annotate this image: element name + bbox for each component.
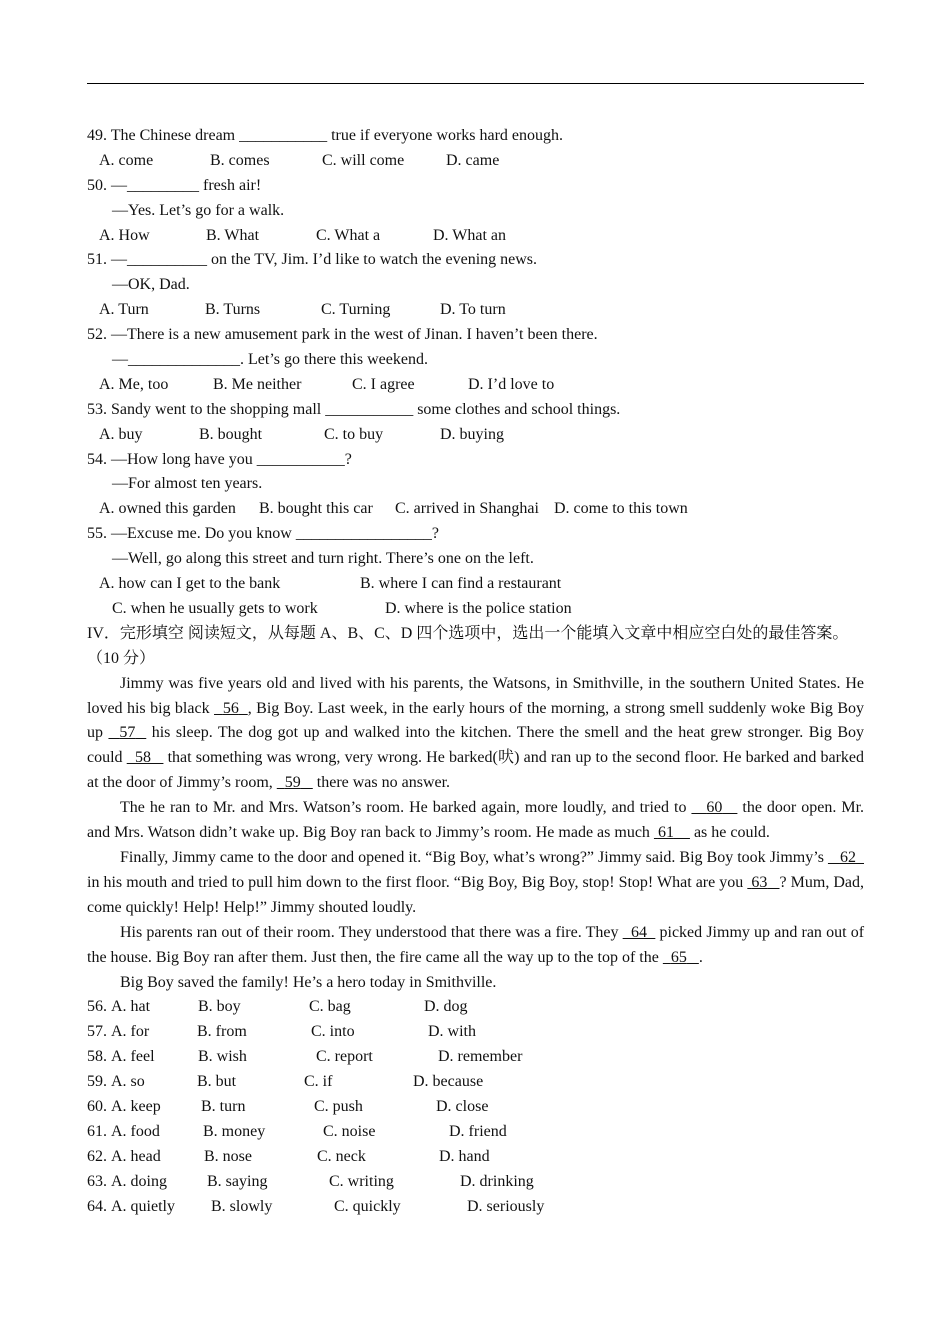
blank-57: 57: [119, 724, 136, 742]
passage-paragraph: Finally, Jimmy came to the door and opened it. “Big Boy, what’s wrong?” Jimmy said. Big Boy took Jimmy’s 62 in his mouth and tried to pull him down to the first floor. “Big Boy, Big Boy, stop! Stop! What are you 63 ? Mum, Dad, come quickly! Help! Help!” Jimmy shouted loudly.: [87, 848, 865, 916]
option: B. Me neither: [213, 375, 302, 393]
question-stem: 51. —__________ on the TV, Jim. I’d like to watch the evening news.: [87, 251, 538, 269]
option: B. bought this car: [259, 500, 373, 518]
blank-60: 60: [706, 799, 723, 817]
option: A. buy: [99, 425, 143, 443]
option: A. how can I get to the bank: [99, 575, 281, 593]
option: C. Turning: [321, 301, 391, 319]
option: B. where I can find a restaurant: [360, 575, 562, 593]
option: B. bought: [199, 425, 263, 443]
cloze-option-row: 63. A. doing B. saying C. writing D. drinking: [87, 1172, 534, 1190]
cloze-option-row: 57. A. for B. from C. into D. with: [87, 1023, 476, 1041]
cloze-option-row: 64. A. quietly B. slowly C. quickly D. seriously: [87, 1197, 545, 1215]
question-options: [87, 373, 864, 398]
cloze-option-row: 60. A. keep B. turn C. push D. close: [87, 1097, 489, 1115]
option: A. Turn: [99, 301, 149, 319]
question-stem: 50. —_________ fresh air!: [87, 176, 262, 194]
passage-paragraph: Big Boy saved the family! He’s a hero today in Smithville.: [120, 973, 497, 991]
option: B. comes: [210, 151, 270, 169]
passage-paragraph: His parents ran out of their room. They understood that there was a fire. They 64 picked Jimmy up and ran out of the house. Big Boy ran after them. Just then, the fire came all the way up to the top of the 65 .: [87, 923, 865, 966]
question-stem: 52. —There is a new amusement park in the west of Jinan. I haven’t been there.: [87, 326, 598, 344]
blank-61: 61: [657, 824, 674, 842]
question-reply: —OK, Dad.: [112, 276, 190, 294]
passage-paragraph: The he ran to Mr. and Mrs. Watson’s room. He barked again, more loudly, and tried to 60 the door open. Mr. and Mrs. Watson didn’t wake up. Big Boy ran back to Jimmy’s room. He made as much 61 as he could.: [87, 799, 865, 842]
question-options: [87, 597, 864, 622]
option: D. buying: [440, 425, 504, 443]
option: B. What: [206, 226, 260, 244]
question-options: [87, 149, 864, 174]
blank-65: 65: [670, 948, 687, 966]
blank-63: 63: [751, 873, 768, 891]
option: D. What an: [433, 226, 507, 244]
cloze-option-row: 59. A. so B. but C. if D. because: [87, 1073, 484, 1091]
question-options: [87, 497, 864, 522]
option: C. What a: [316, 226, 381, 244]
option: B. Turns: [205, 301, 261, 319]
question-options: [87, 298, 864, 323]
cloze-option-row: 62. A. head B. nose C. neck D. hand: [87, 1147, 490, 1165]
option: A. How: [99, 226, 150, 244]
question-options: [87, 423, 864, 448]
blank-58: 58: [135, 749, 151, 767]
option: D. came: [446, 151, 500, 169]
option: A. come: [99, 151, 154, 169]
blank-59: 59: [284, 774, 301, 792]
option: D. where is the police station: [385, 599, 572, 617]
question-stem: 49. The Chinese dream ___________ true if everyone works hard enough.: [87, 127, 564, 144]
question-options: [87, 224, 864, 249]
option: C. I agree: [352, 375, 415, 393]
passage-paragraph: Jimmy was five years old and lived with his parents, the Watsons, in Smithville, in the southern United States. He loved his big black 56 , Big Boy. Last week, in the early hours of the morning, a strong smell suddenly woke Big Boy up 57 his sleep. The dog got up and walked into the kitchen. There the smell and the heat grew stronger. Big Boy could 58 that something was wrong, very wrong. He barked(吠) and ran up to the second floor. He barked and barked at the door of Jimmy’s room, 59 there was no answer.: [87, 674, 865, 792]
question-reply: —______________. Let’s go there this weekend.: [112, 351, 428, 369]
option: C. will come: [322, 151, 405, 169]
option: D. To turn: [440, 301, 506, 319]
option: A. Me, too: [99, 375, 169, 393]
blank-56: 56: [222, 699, 239, 717]
question-reply: —Yes. Let’s go for a walk.: [112, 201, 285, 219]
question-stem: 55. —Excuse me. Do you know _________________?: [87, 525, 439, 543]
option: A. owned this garden: [99, 500, 236, 518]
cloze-option-row: 61. A. food B. money C. noise D. friend: [87, 1122, 507, 1140]
option: D. come to this town: [554, 500, 688, 518]
question-stem: 53. Sandy went to the shopping mall ___________ some clothes and school things.: [87, 400, 621, 418]
cloze-option-row: 56. A. hat B. boy C. bag D. dog: [87, 998, 468, 1016]
blank-64: 64: [631, 923, 647, 941]
question-stem: 54. —How long have you ___________?: [87, 450, 352, 468]
cloze-option-row: 58. A. feel B. wish C. report D. remember: [87, 1048, 523, 1066]
question-options: [87, 572, 864, 597]
option: C. when he usually gets to work: [112, 599, 318, 617]
section-heading: IV．完形填空 阅读短文，从每题 A、B、C、D 四个选项中，选出一个能填入文章中相应空白处的最佳答案。（10 分）: [87, 624, 849, 667]
question-reply: —For almost ten years.: [112, 475, 263, 493]
blank-62: 62: [839, 848, 856, 866]
header-rule: [87, 83, 864, 84]
option: C. to buy: [324, 425, 384, 443]
option: C. arrived in Shanghai: [395, 500, 539, 518]
option: D. I’d love to: [468, 375, 555, 393]
question-reply: —Well, go along this street and turn right. There’s one on the left.: [112, 550, 534, 568]
exam-page: [87, 124, 864, 1219]
